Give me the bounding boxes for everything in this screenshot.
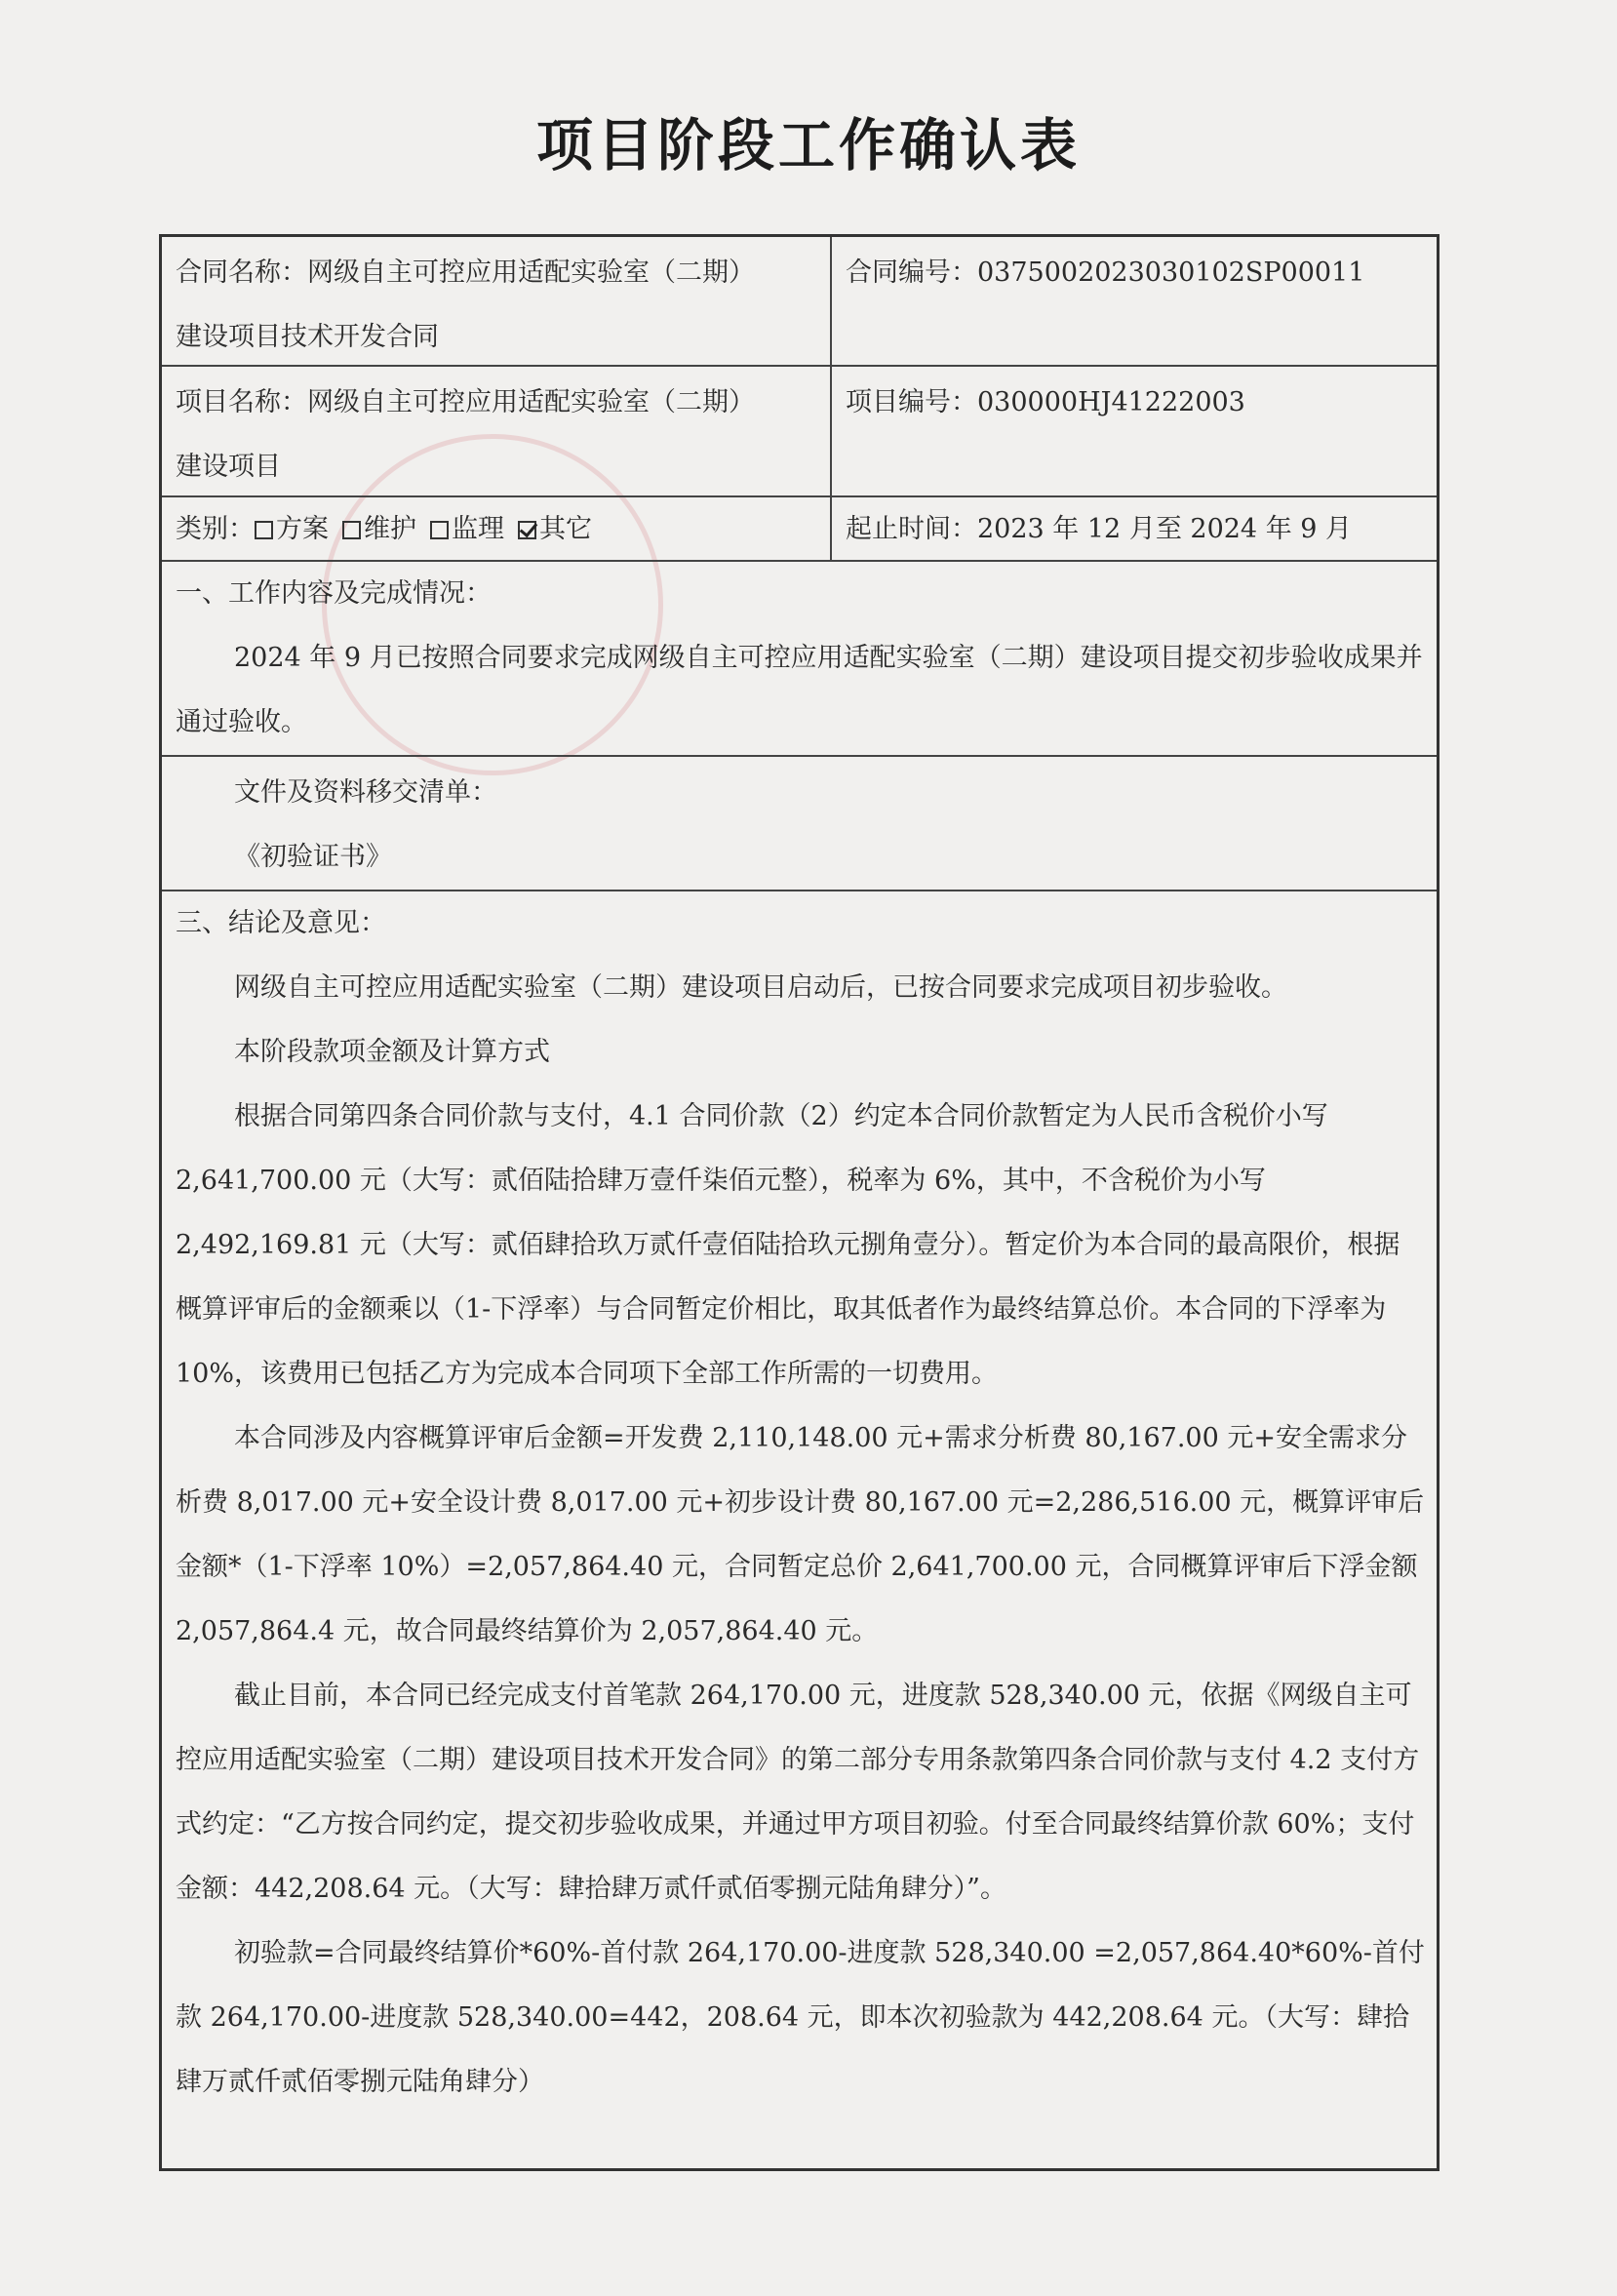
project-row	[162, 367, 1437, 497]
checkbox-option-2[interactable]	[342, 521, 361, 539]
contract-name-cell	[162, 237, 830, 365]
confirmation-table	[159, 234, 1440, 2171]
checkbox-option-3[interactable]	[430, 521, 449, 539]
period-cell	[830, 497, 1440, 560]
project-no-cell	[830, 367, 1440, 495]
section3-p1: 网级自主可控应用适配实验室（二期）建设项目启动后，已按合同要求完成项目初步验收。	[234, 972, 1287, 1003]
project-name-line1: 网级自主可控应用适配实验室（二期）	[307, 387, 755, 417]
option-label-4: 其它	[539, 514, 592, 544]
option-label-3: 监理	[452, 514, 504, 544]
category-label: 类别：	[176, 514, 255, 544]
contract-no-label: 合同编号：	[846, 257, 977, 288]
period-value: 2023 年 12 月至 2024 年 9 月	[977, 514, 1353, 544]
contract-name-line2: 建设项目技术开发合同	[176, 322, 439, 352]
project-name-cell	[162, 367, 830, 495]
contract-no-cell	[830, 237, 1440, 365]
page-title: 项目阶段工作确认表	[535, 112, 1081, 178]
category-row	[162, 497, 1437, 562]
project-name-line2: 建设项目	[176, 452, 281, 482]
section3-p6: 初验款=合同最终结算价*60%-首付款 264,170.00-进度款 528,340.00 =2,057,864.40*60%-首付款 264,170.00-进度款 528,340.00=442，208.64 元，即本次初验款为 442,208.64 元。（大写：肆拾肆万贰仟贰佰零捌元陆角肆分）	[176, 1938, 1425, 2097]
contract-row	[162, 237, 1437, 367]
section2-item: 《初验证书》	[234, 842, 392, 872]
section3-p3: 根据合同第四条合同价款与支付，4.1 合同价款（2）约定本合同价款暂定为人民币含税价小写 2,641,700.00 元（大写：贰佰陆拾肆万壹仟柒佰元整），税率为 6%，其中，不含税价为小写 2,492,169.81 元（大写：贰佰肆拾玖万贰仟壹佰陆拾玖元捌角壹分）。暂定价为本合同的最高限价，根据概算评审后的金额乘以（1-下浮率）与合同暂定价相比，取其低者作为最终结算总价。本合同的下浮率为 10%，该费用已包括乙方为完成本合同项下全部工作所需的一切费用。	[176, 1101, 1400, 1389]
category-cell	[162, 497, 830, 560]
section3-p5: 截止目前，本合同已经完成支付首笔款 264,170.00 元，进度款 528,340.00 元，依据《网级自主可控应用适配实验室（二期）建设项目技术开发合同》的第二部分专用条款第四条合同价款与支付 4.2 支付方式约定：“乙方按合同约定，提交初步验收成果，并通过甲方项目初验。付至合同最终结算价款 60%；支付金额：442,208.64 元。（大写：肆拾肆万贰仟贰佰零捌元陆角肆分）”。	[176, 1681, 1420, 1904]
section3-p2: 本阶段款项金额及计算方式	[234, 1037, 550, 1067]
section3-heading: 三、结论及意见：	[176, 908, 386, 938]
project-name-label: 项目名称：	[176, 387, 307, 417]
checkbox-option-4-checked[interactable]	[518, 521, 536, 539]
option-label-2: 维护	[364, 514, 416, 544]
section1-heading: 一、工作内容及完成情况：	[176, 578, 492, 609]
section1-content: 2024 年 9 月已按照合同要求完成网级自主可控应用适配实验室（二期）建设项目提交初步验收成果并通过验收。	[176, 643, 1423, 737]
section2-heading: 文件及资料移交清单：	[234, 777, 497, 808]
contract-name-label: 合同名称：	[176, 257, 307, 288]
section3-row	[162, 891, 1437, 2168]
contract-name-line1: 网级自主可控应用适配实验室（二期）	[307, 257, 755, 288]
checkbox-option-1[interactable]	[255, 521, 273, 539]
period-label: 起止时间：	[846, 514, 977, 544]
section2-row	[162, 757, 1437, 891]
section1-row	[162, 562, 1437, 757]
option-label-1: 方案	[276, 514, 329, 544]
project-no-value: 030000HJ41222003	[977, 387, 1245, 417]
section3-p4: 本合同涉及内容概算评审后金额=开发费 2,110,148.00 元+需求分析费 80,167.00 元+安全需求分析费 8,017.00 元+安全设计费 8,017.00 元+初步设计费 80,167.00 元=2,286,516.00 元，概算评审后金额*（1-下浮率 10%）=2,057,864.40 元，合同暂定总价 2,641,700.00 元，合同概算评审后下浮金额 2,057,864.4 元，故合同最终结算价为 2,057,864.40 元。	[176, 1423, 1425, 1646]
contract-no-value: 0375002023030102SP00011	[977, 257, 1365, 288]
project-no-label: 项目编号：	[846, 387, 977, 417]
